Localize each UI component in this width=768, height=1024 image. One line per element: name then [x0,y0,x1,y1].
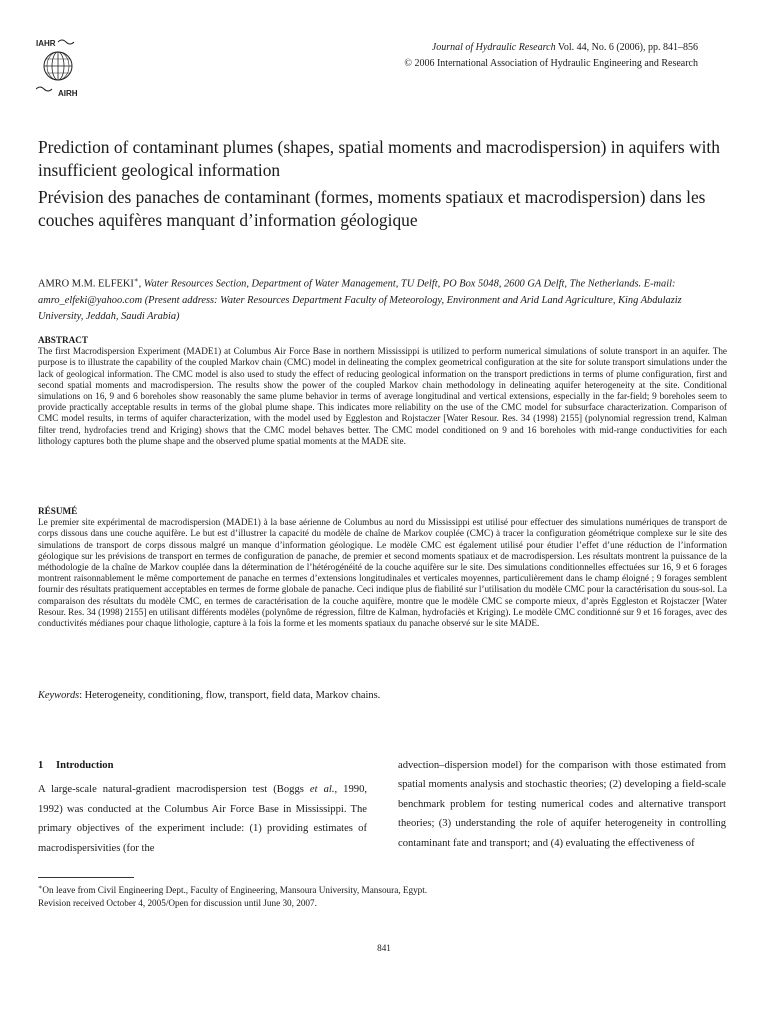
resume-section [38,506,727,629]
journal-name: Journal of Hydraulic Research [431,42,556,53]
logo-text-bottom: AIRH [58,89,78,98]
section-number: 1 [38,760,44,771]
section-title: Introduction [56,760,114,771]
journal-volume: Vol. 44, No. 6 (2006), pp. 841–856 [555,42,698,53]
footnote-mark: ∗ [38,884,43,891]
iahr-logo [36,36,86,96]
logo-text-top: IAHR [36,39,56,48]
author-name: AMRO M.M. ELFEKI [38,278,134,290]
journal-header [404,40,698,72]
footnote-1-text: On leave from Civil Engineering Dept., Faculty of Engineering, Mansoura University, Mansoura, Egypt. [42,885,428,896]
journal-citation [404,40,698,56]
footnote-rule [38,877,134,878]
intro-continuation: advection–dispersion model) for the comparison with those estimated from spatial moments analysis and stochastic theories; (2) developing a field-scale benchmark problem for testing numerical codes and alternative transport theories; (3) understanding the role of aquifer heterogeneity in controlling contaminant fate and transport; and (4) evaluating the effectiveness of [398,760,726,849]
title-english: Prediction of contaminant plumes (shapes, spatial moments and macrodispersion) in aquifers with insufficient geological information [38,137,720,180]
author-block [38,272,728,326]
footnote-2: Revision received October 4, 2005/Open for discussion until June 30, 2007. [38,898,317,909]
abstract-text: The first Macrodispersion Experiment (MADE1) at Columbus Air Force Base in northern Mississippi is utilized to perform numerical simulations of solute transport in an aquifer. The purpose is to illustrate the capability of the coupled Markov chain (CMC) model in delineating the complex geometrical configuration at the site for solute transport simulations under the lack of geological information. The CMC model is also used to study the effect of reducing geological information on the transport predictions in terms of plume configuration, first and second spatial moments and macrodispersion. The results show the power of the coupled Markov chain methodology in delineating aquifer heterogeneity at the site. Conditional simulations on 16, 9 and 6 boreholes show reasonably the same plume behavior in terms of average longitudinal and vertical extensions, especially in the far-field; 9 boreholes seem to provide practically acceptable results in terms of the global plume shape. This indicates more reliability on the use of the CMC model for subsurface characterization. Comparison of CMC model results, in terms of aquifer characterization, with the model used by Eggleston and Rojstaczer [Water Resour. Res. 34 (1998) 2155] (polynomial regression trend, Kalman filter trend, hydrofacies trend and Kriging) shows that the CMC model behaves better. The CMC model conditioned on 9 and 16 boreholes with mid-range conductivities for each lithology captures both the plume shape and the observed plume spatial moments at the MADE site. [38,346,727,446]
keywords-line [38,690,727,701]
footnotes [38,881,727,910]
copyright-line: © 2006 International Association of Hydraulic Engineering and Research [404,58,698,69]
resume-heading: RÉSUMÉ [38,506,78,516]
author-affiliation: , Water Resources Section, Department of Water Management, TU Delft, PO Box 5048, 2600 GA Delft, The Netherlands. E-mail: amro_elfeki@yahoo.com (Present address: Water Resources Department Faculty of Meteorology, Environment and Arid Land Agriculture, King Abdulaziz University, Jeddah, Saudi Arabia) [38,278,682,323]
intro-column-right [398,756,726,853]
page-number: 841 [377,943,391,953]
resume-text: Le premier site expérimental de macrodispersion (MADE1) à la base aérienne de Columbus au nord du Mississippi est utilisé pour effectuer des simulations numériques de transport de corps dissous dans une couche aquifère. Le but est d’illustrer la capacité du modèle de chaîne de Markov couplée (CMC) à tracer la configuration géométrique complexe sur le site des simulations de transport de corps dissous malgré un manque d’information géologique. Le modèle CMC est également utilisé pour étudier l’effet d’une réduction de l’information géologique sur les prévisions de transport en termes de configuration de panache, de premier et second moments spatiaux et de macrodispersion. Les résultats montrent la puissance de la méthodologie de la chaîne de Markov couplée dans la détermination de l’hétérogénéité de la couche aquifère sur le site. Des simulations conditionnelles effectuées sur 16, 9 et 6 forages montrent raisonnablement le même comportement de panache en termes d’extensions longitudinales et verticales moyennes, particulièrement dans le champ éloigné ; 9 forages semblent fournir des résultats pratiquement acceptables en termes de forme globale de panache. Ceci indique plus de fiabilité sur l’utilisation du modèle CMC pour la caractérisation du sous-sol. La comparaison des résultats du modèle CMC, en termes de caractérisation de la couche aquifère, montre que le modèle CMC se comporte mieux, d’après Eggleston et Rojstaczer [Water Resour. Res. 34 (1998) 2155] en utilisant différents modèles (polynôme de régression, filtre de Kalman, hydrofaciès et Kriging). Le modèle CMC conditionné sur 9 et 16 forages, avec des conductivités médianes pour chaque lithologie, capture à la fois la forme et les moments spatiaux du panache observé sur le site MADE. [38,517,727,629]
abstract-heading: ABSTRACT [38,335,89,345]
footnote-1 [38,881,727,897]
author-footnote-mark: ∗ [133,276,139,284]
keywords-text: : Heterogeneity, conditioning, flow, transport, field data, Markov chains. [79,690,381,701]
intro-column-left [38,756,367,858]
intro-paragraph [38,780,367,858]
intro-etal: et al. [309,784,335,796]
abstract-section [38,335,727,447]
intro-heading [38,756,367,775]
title-block [38,136,728,232]
title-french: Prévision des panaches de contaminant (formes, moments spatiaux et macrodispersion) dans les couches aquifères manquant d’information géologique [38,187,706,230]
intro-text-start: A large-scale natural-gradient macrodispersion test (Boggs [38,784,310,796]
keywords-label: Keywords [38,690,80,701]
intro-text-rest: , 1990, 1992) was conducted at the Columbus Air Force Base in Mississippi. The primary objectives of the experiment include: (1) providing estimates of macrodispersivities (for the [38,784,368,854]
